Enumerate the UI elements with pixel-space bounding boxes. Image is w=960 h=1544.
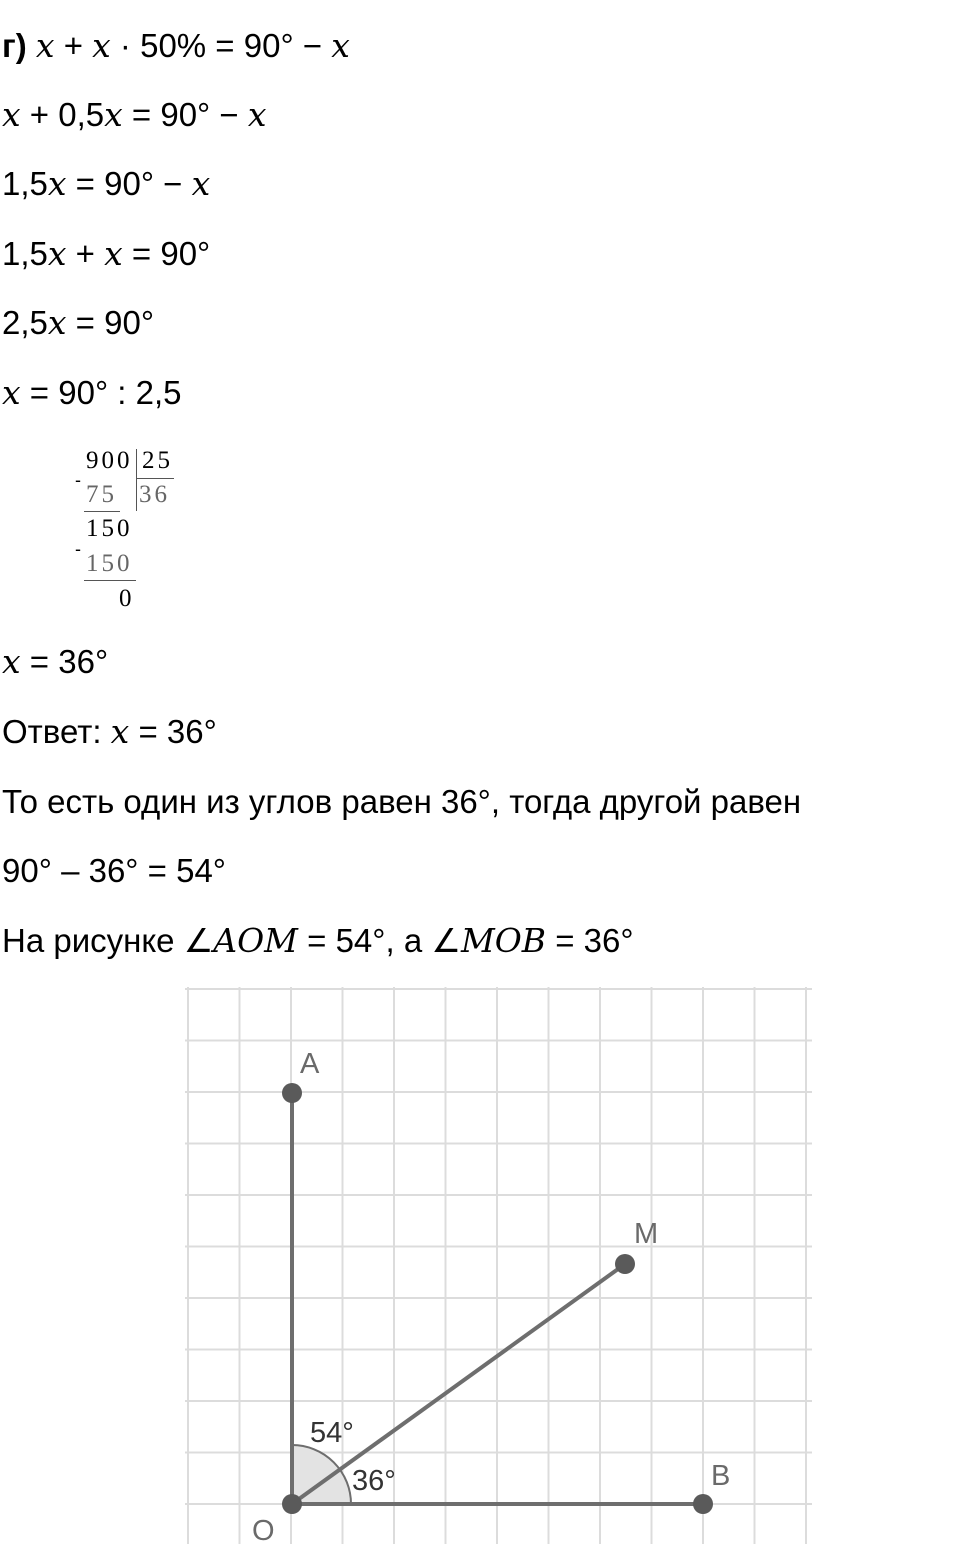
- answer-label: Ответ:: [2, 713, 111, 750]
- equation-line-7: [2, 642, 108, 682]
- final-remainder: 0: [119, 585, 135, 612]
- equation-line-6: [2, 373, 182, 413]
- variable-x: x: [47, 234, 67, 273]
- text: = 90°: [66, 304, 155, 341]
- label-m: M: [634, 1218, 659, 1250]
- text: +: [54, 27, 93, 64]
- text: = 90° −: [66, 165, 192, 202]
- step2-subtrahend: 150: [86, 550, 133, 577]
- label-b: B: [711, 1460, 731, 1492]
- variable-x: x: [47, 303, 67, 342]
- variable-x: x: [2, 642, 21, 681]
- subtraction-line-2: [84, 580, 136, 581]
- text: = 36°: [129, 713, 217, 750]
- text: +: [66, 235, 105, 272]
- variable-x: x: [247, 95, 267, 134]
- angle-figure: [170, 980, 820, 1544]
- point-a: [282, 1083, 302, 1103]
- point-m: [615, 1254, 635, 1274]
- text: 2,5: [2, 304, 48, 341]
- text: · 50% = 90° −: [110, 27, 332, 64]
- equation-line-2: [2, 95, 266, 135]
- step1-remainder: 150: [86, 515, 133, 542]
- part-label: г): [2, 27, 27, 64]
- text: = 90° −: [122, 96, 248, 133]
- step1-subtrahend: 75: [86, 481, 117, 508]
- equation-line-4: [2, 234, 210, 274]
- variable-x: x: [35, 26, 55, 65]
- division-bar-vertical: [136, 449, 137, 511]
- variable-x: x: [110, 712, 130, 751]
- division-bar-horizontal: [136, 478, 174, 479]
- label-a: A: [300, 1048, 320, 1080]
- text: 1,5: [2, 235, 48, 272]
- point-o: [282, 1494, 302, 1514]
- minus-sign: -: [75, 539, 81, 559]
- angle-name: AOM: [213, 921, 298, 960]
- text: = 90°: [122, 235, 211, 272]
- quotient: 36: [139, 481, 170, 508]
- variable-x: x: [331, 26, 350, 65]
- variable-x: x: [104, 95, 123, 134]
- text: = 36°: [20, 643, 109, 680]
- angle-label-36: 36°: [352, 1465, 396, 1497]
- text: 1,5: [2, 165, 48, 202]
- point-b: [693, 1494, 713, 1514]
- dividend: 900: [86, 447, 133, 474]
- explanation-text: То есть один из углов равен 36°, тогда другой равен: [2, 783, 802, 820]
- equation-line-1: [2, 26, 350, 66]
- variable-x: x: [92, 26, 111, 65]
- text: = 36°: [546, 922, 634, 959]
- variable-x: x: [47, 164, 67, 203]
- variable-x: x: [2, 373, 21, 412]
- text: = 54°, а ∠: [297, 922, 461, 959]
- text: На рисунке ∠: [2, 922, 214, 959]
- angle-name: MOB: [460, 921, 547, 960]
- text: + 0,5: [20, 96, 105, 133]
- equation-line-3: [2, 164, 210, 204]
- variable-x: x: [2, 95, 21, 134]
- angle-label-54: 54°: [310, 1417, 354, 1449]
- divisor: 25: [142, 447, 173, 474]
- variable-x: x: [104, 234, 123, 273]
- equation-line-8: 90° – 36° = 54°: [2, 852, 227, 889]
- figure-description: [2, 921, 634, 961]
- answer-line: [2, 712, 217, 752]
- text: = 90° : 2,5: [20, 374, 182, 411]
- variable-x: x: [191, 164, 211, 203]
- minus-sign: -: [75, 470, 81, 490]
- subtraction-line-1: [84, 511, 120, 512]
- equation-line-5: [2, 303, 154, 343]
- label-o: O: [252, 1515, 275, 1544]
